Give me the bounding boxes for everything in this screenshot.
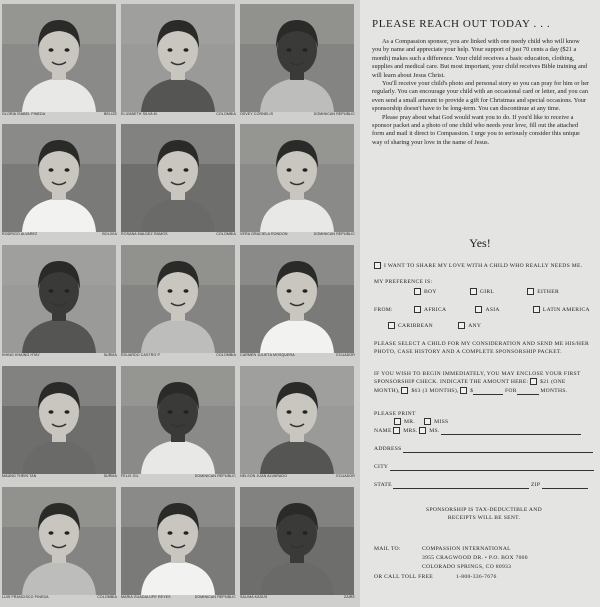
mail-to-label: MAIL TO:: [374, 546, 401, 552]
preference-label: MY PREFERENCE IS:: [374, 279, 433, 285]
option-africa: AFRICA: [424, 307, 447, 313]
amount-63-label: $63 (3 MONTHS),: [411, 387, 459, 394]
photo-caption: [121, 232, 236, 242]
boy-checkbox[interactable]: [414, 288, 421, 295]
zip-field[interactable]: [542, 482, 588, 489]
name-field[interactable]: [441, 428, 581, 435]
option-any: ANY: [468, 323, 482, 329]
from-label: FROM:: [374, 307, 393, 313]
photo-card: [119, 122, 238, 242]
paragraph: Please pray about what God would want you to do. If you'd like to receive a sponsor packet and a photo of one child who needs your love, fill out the attached form and mail it direct to Compassion. I urge you to seriously consider this unique way of sharing your love in the name of Jesus.: [372, 113, 580, 146]
photo-card: [238, 485, 357, 605]
share-label: I WANT TO SHARE MY LOVE WITH A CHILD WHO REALLY NEEDS ME.: [384, 263, 583, 269]
photo-card: [238, 2, 357, 122]
state-field[interactable]: [393, 482, 529, 489]
paragraph: You'll receive your child's photo and personal story so you can pray for him or her regularly. You can encourage your child with an occasional card or letter, and you can even send a small amount to provide a gift for Christmas and special occasions. Your sponsorship doesn't have to be long-term. You can discontinue at any time.: [372, 80, 590, 113]
photo-caption: [240, 232, 355, 242]
child-name: MAUNG THEIN TAN: [2, 474, 37, 478]
child-photo: [2, 366, 116, 474]
child-photo: [121, 487, 235, 595]
ms-checkbox[interactable]: [419, 427, 426, 434]
paragraph: As a Compassion sponsor, you are linked with one needy child who will know you by name and appreciate your help. Your support of just 70 cents a day ($21 a month) makes such a difference. Your child receives a basic education, clothing, supplies and medical care. But most important, your child receives Bible training and will learn about Jesus Christ.: [372, 38, 588, 79]
photo-card: [119, 2, 238, 122]
child-country: DOMINICAN REPUBLIC: [313, 232, 355, 236]
photo-caption: [240, 353, 355, 363]
select-text: PLEASE SELECT A CHILD FOR MY CONSIDERATION AND SEND ME HIS/HER PHOTO, CASE HISTORY AND A COMPLETE SPONSORSHIP PACKET.: [374, 341, 590, 356]
miss-checkbox[interactable]: [424, 418, 431, 425]
photo-caption: [121, 474, 236, 484]
child-name: KHING KHAING HTAY: [2, 353, 40, 357]
child-country: BOLIVIA: [102, 232, 117, 236]
amount-field[interactable]: [473, 388, 503, 395]
share-checkbox[interactable]: [374, 262, 381, 269]
option-girl: GIRL: [479, 289, 495, 295]
child-country: DOMINICAN REPUBLIC: [313, 112, 355, 116]
photo-card: [119, 243, 238, 363]
any-checkbox[interactable]: [458, 322, 465, 329]
for-label: FOR: [504, 387, 517, 394]
child-photo: [240, 4, 354, 112]
option-latin-america: LATIN AMERICA: [542, 307, 590, 313]
child-photo: [240, 487, 354, 595]
option-asia: ASIA: [485, 307, 500, 313]
mrs-checkbox[interactable]: [393, 427, 400, 434]
child-name: SALIMA KASUS: [240, 595, 268, 599]
amount-custom-label: $: [470, 387, 474, 394]
sponsor-panel: [360, 0, 600, 607]
child-name: FELIX GIL: [121, 474, 139, 478]
option-boy: BOY: [424, 289, 437, 295]
title-ms: MS.: [429, 428, 440, 434]
title-miss: MISS: [434, 419, 449, 425]
phone-number: 1-800-336-7676: [456, 574, 497, 580]
photo-caption: [2, 232, 117, 242]
photo-caption: [121, 595, 236, 605]
city-label: CITY: [374, 464, 389, 470]
child-country: COLOMBIA: [216, 353, 236, 357]
child-country: ECUADOR: [336, 474, 355, 478]
child-photo: [240, 366, 354, 474]
photo-caption: [121, 112, 236, 122]
photo-caption: [2, 595, 117, 605]
photo-card: [238, 243, 357, 363]
photo-card: [119, 364, 238, 484]
photo-caption: [2, 112, 117, 122]
zip-label: ZIP: [531, 482, 541, 488]
photo-card: [238, 364, 357, 484]
option-caribbean: CARIBBEAN: [398, 323, 434, 329]
months-label: MONTHS.: [540, 387, 568, 394]
photo-card: [0, 122, 119, 242]
org-address: 3955 CRAGWOOD DR. • P.O. BOX 7000: [422, 555, 528, 561]
tax-note: SPONSORSHIP IS TAX-DEDUCTIBLE AND RECEIPTS WILL BE SENT.: [426, 507, 542, 522]
child-country: BURMA: [103, 474, 117, 478]
photo-caption: [240, 474, 355, 484]
city-field[interactable]: [390, 464, 594, 471]
org-city: COLORADO SPRINGS, CO 80933: [422, 564, 512, 570]
child-name: MARIA GUADALUPE REYES: [121, 595, 171, 599]
child-name: CARMEN JULIETA MOSQUERA: [240, 353, 295, 357]
photo-card: [0, 243, 119, 363]
child-photo: [240, 124, 354, 232]
child-name: EDUARDO CASTRO P.: [121, 353, 161, 357]
amount-63-checkbox[interactable]: [401, 387, 408, 394]
photo-caption: [2, 474, 117, 484]
photo-card: [0, 485, 119, 605]
child-country: DOMINICAN REPUBLIC: [194, 595, 236, 599]
please-print: PLEASE PRINT: [374, 411, 416, 417]
asia-checkbox[interactable]: [475, 306, 482, 313]
child-name: LUIS FRANCISCO PINEDA: [2, 595, 49, 599]
org-name: COMPASSION INTERNATIONAL: [422, 546, 511, 552]
photo-card: [0, 364, 119, 484]
child-photo: [121, 4, 235, 112]
photo-caption: [240, 595, 355, 605]
child-photo: [2, 245, 116, 353]
child-name: RODRIGO ALVAREZ: [2, 232, 38, 236]
photo-card: [238, 122, 357, 242]
state-label: STATE: [374, 482, 392, 488]
child-photo: [2, 4, 116, 112]
caribbean-checkbox[interactable]: [388, 322, 395, 329]
yes-heading: Yes!: [469, 236, 491, 250]
amount-21-label: $21 (ONE MONTH),: [374, 379, 566, 394]
child-name: VERA GRACIELA RONDON: [240, 232, 288, 236]
child-country: COLOMBIA: [216, 112, 236, 116]
name-label: NAME: [374, 428, 392, 434]
child-country: BELIZE: [104, 112, 117, 116]
amount-21-checkbox[interactable]: [530, 378, 537, 385]
address-field[interactable]: [403, 446, 593, 453]
child-name: ROSANA MALDEZ RAMOS: [121, 232, 168, 236]
mr-checkbox[interactable]: [394, 418, 401, 425]
photo-caption: [2, 353, 117, 363]
months-field[interactable]: [517, 388, 539, 395]
photo-caption: [240, 112, 355, 122]
child-name: GLORIA ISABEL PINEDA: [2, 112, 46, 116]
child-name: OSVEY CORNELIS: [240, 112, 274, 116]
girl-checkbox[interactable]: [470, 288, 477, 295]
address-label: ADDRESS: [374, 446, 402, 452]
panel-body: [372, 38, 590, 147]
photo-card: [0, 2, 119, 122]
title-mr: MR.: [404, 419, 416, 425]
check-text: IF YOU WISH TO BEGIN IMMEDIATELY, YOU MAY ENCLOSE YOUR FIRST SPONSORSHIP CHECK. INDICATE THE AMOUNT HERE:: [374, 371, 581, 386]
title-mrs: MRS.: [403, 428, 418, 434]
child-photo: [2, 124, 116, 232]
child-photo: [121, 245, 235, 353]
panel-title: PLEASE REACH OUT TODAY . . .: [372, 18, 551, 30]
child-name: ELIZABETH SILVA M.: [121, 112, 158, 116]
either-checkbox[interactable]: [527, 288, 534, 295]
child-country: BURMA: [103, 353, 117, 357]
child-photo: [240, 245, 354, 353]
child-country: ZAIRE: [343, 595, 355, 599]
child-photo: [121, 124, 235, 232]
child-country: DOMINICAN REPUBLIC: [194, 474, 236, 478]
child-photo: [121, 366, 235, 474]
photo-card: [119, 485, 238, 605]
toll-free-label: OR CALL TOLL FREE: [374, 574, 434, 580]
child-name: NELSON JUAN ALVARADO: [240, 474, 287, 478]
amount-custom-checkbox[interactable]: [460, 387, 467, 394]
photo-caption: [121, 353, 236, 363]
child-country: COLOMBIA: [97, 595, 117, 599]
latin-america-checkbox[interactable]: [533, 306, 540, 313]
child-country: COLOMBIA: [216, 232, 236, 236]
child-country: ECUADOR: [336, 353, 355, 357]
africa-checkbox[interactable]: [414, 306, 421, 313]
child-photo: [2, 487, 116, 595]
option-either: EITHER: [537, 289, 559, 295]
